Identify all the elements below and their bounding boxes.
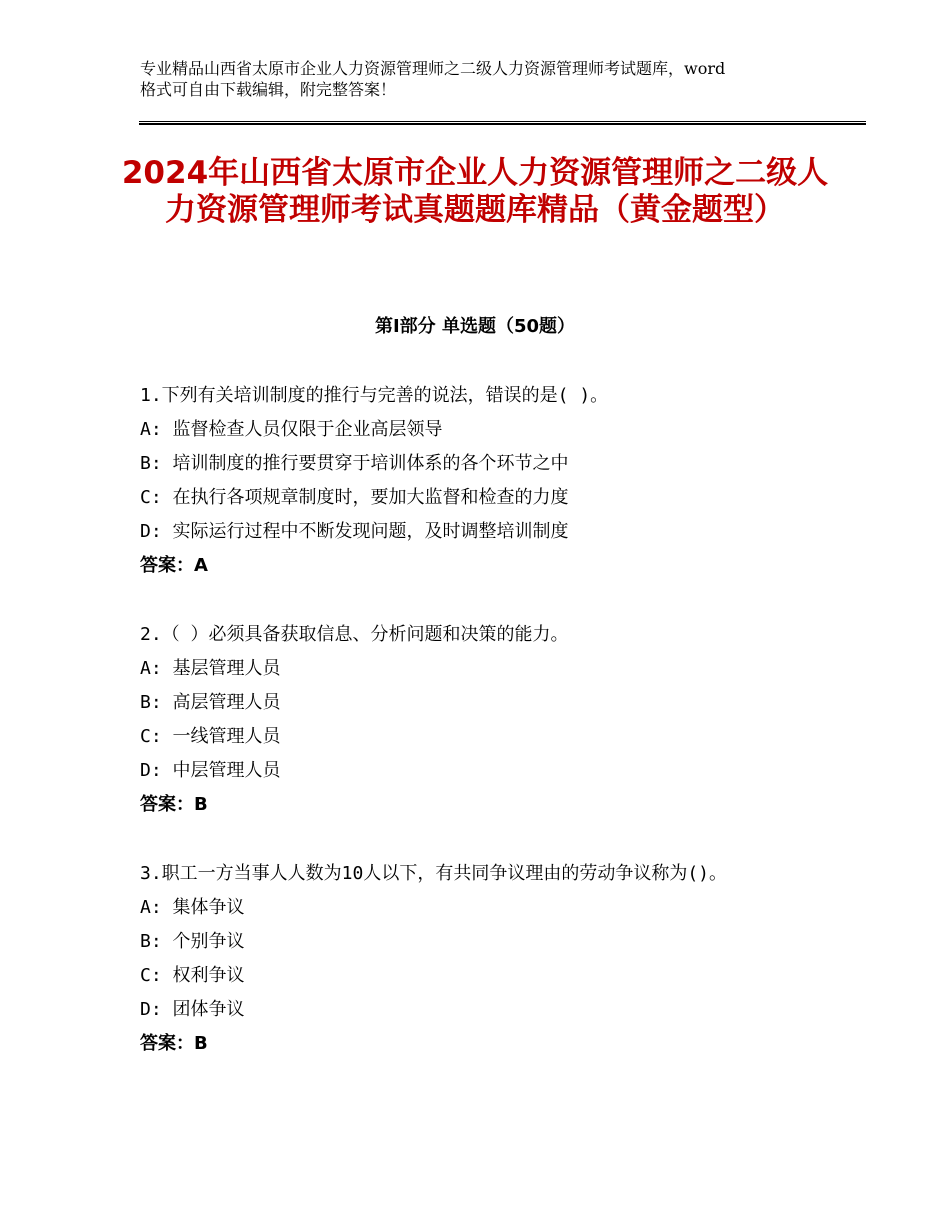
option-d: D: 中层管理人员	[140, 760, 281, 781]
question-stem: 1.下列有关培训制度的推行与完善的说法，错误的是( )。	[140, 385, 609, 406]
option-a: A: 基层管理人员	[140, 658, 281, 679]
option-b: B: 培训制度的推行要贯穿于培训体系的各个环节之中	[140, 453, 569, 474]
question-stem: 3.职工一方当事人人数为10人以下，有共同争议理由的劳动争议称为()。	[140, 863, 728, 884]
header-note-line-2: 格式可自由下载编辑，附完整答案！	[140, 80, 397, 99]
option-c: C: 权利争议	[140, 965, 245, 986]
header-note	[140, 58, 840, 100]
option-d: D: 团体争议	[140, 999, 245, 1020]
option-a: A: 集体争议	[140, 897, 245, 918]
option-a: A: 监督检查人员仅限于企业高层领导	[140, 419, 443, 440]
header-divider	[139, 121, 866, 125]
option-c: C: 在执行各项规章制度时，要加大监督和检查的力度	[140, 487, 569, 508]
header-note-line-1: 专业精品山西省太原市企业人力资源管理师之二级人力资源管理师考试题库，word	[140, 59, 726, 78]
option-b: B: 个别争议	[140, 931, 245, 952]
question-stem: 2.（ ）必须具备获取信息、分析问题和决策的能力。	[140, 624, 569, 645]
answer: 答案：B	[140, 794, 208, 815]
answer: 答案：A	[140, 555, 208, 576]
document-title: 2024年山西省太原市企业人力资源管理师之二级人力资源管理师考试真题题库精品（黄金题型）	[121, 155, 829, 228]
option-d: D: 实际运行过程中不断发现问题，及时调整培训制度	[140, 521, 569, 542]
answer: 答案：B	[140, 1033, 208, 1054]
question-2	[140, 618, 820, 822]
question-3	[140, 857, 820, 1061]
question-1	[140, 379, 820, 583]
option-b: B: 高层管理人员	[140, 692, 281, 713]
section-title: 第Ⅰ部分 单选题（50题）	[374, 316, 575, 337]
option-c: C: 一线管理人员	[140, 726, 281, 747]
